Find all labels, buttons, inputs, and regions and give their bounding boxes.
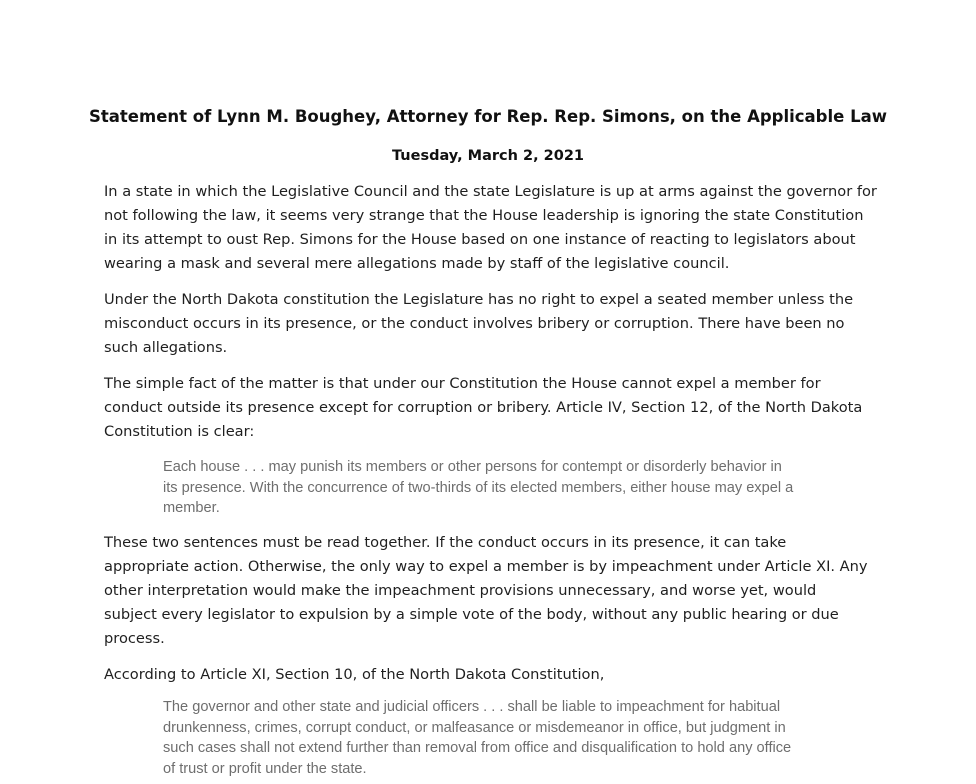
block-quote-article-iv <box>163 457 893 519</box>
paragraph-line: such allegations. <box>104 339 228 356</box>
paragraph-line: in its attempt to oust Rep. Simons for the House based on one instance of reacting to legislators about <box>104 231 856 248</box>
paragraph-4 <box>104 531 884 651</box>
paragraph-line: According to Article XI, Section 10, of the North Dakota Constitution, <box>104 666 605 683</box>
paragraph-line: misconduct occurs in its presence, or the conduct involves bribery or corruption. There have been no <box>104 315 845 332</box>
paragraph-line: appropriate action. Otherwise, the only way to expel a member is by impeachment under Article XI. Any <box>104 558 868 575</box>
paragraph-1 <box>104 180 884 276</box>
paragraph-line: Constitution is clear: <box>104 423 255 440</box>
paragraph-3 <box>104 372 884 444</box>
quote-line: member. <box>163 500 220 516</box>
quote-line: of trust or profit under the state. <box>163 760 367 777</box>
quote-line: such cases shall not extend further than removal from office and disqualification to hold any office <box>163 740 792 756</box>
quote-line: Each house . . . may punish its members or other persons for contempt or disorderly behavior in <box>163 459 782 475</box>
quote-line: The governor and other state and judicial officers . . . shall be liable to impeachment for habitual <box>163 699 781 715</box>
paragraph-line: Under the North Dakota constitution the Legislature has no right to expel a seated member unless the <box>104 291 854 308</box>
paragraph-line: The simple fact of the matter is that under our Constitution the House cannot expel a member for <box>104 375 821 392</box>
paragraph-2 <box>104 288 884 360</box>
document-title: Statement of Lynn M. Boughey, Attorney for Rep. Rep. Simons, on the Applicable Law <box>89 107 887 126</box>
paragraph-5 <box>104 663 884 687</box>
document-date: Tuesday, March 2, 2021 <box>391 148 585 164</box>
paragraph-line: These two sentences must be read together. If the conduct occurs in its presence, it can take <box>104 534 787 551</box>
paragraph-line: process. <box>104 630 165 647</box>
quote-line: drunkenness, crimes, corrupt conduct, or malfeasance or misdemeanor in office, but judgment in <box>163 719 786 736</box>
paragraph-line: conduct outside its presence except for corruption or bribery. Article IV, Section 12, of the North Dakota <box>104 399 863 416</box>
block-quote-article-xi <box>163 697 893 779</box>
quote-line: its presence. With the concurrence of two-thirds of its elected members, either house may expel a <box>163 479 794 496</box>
paragraph-line: other interpretation would make the impeachment provisions unnecessary, and worse yet, would <box>104 582 817 599</box>
paragraph-line: not following the law, it seems very strange that the House leadership is ignoring the state Constitution <box>104 207 864 224</box>
paragraph-line: subject every legislator to expulsion by a simple vote of the body, without any public hearing or due <box>104 606 839 623</box>
paragraph-line: wearing a mask and several mere allegations made by staff of the legislative council. <box>104 255 730 272</box>
paragraph-line: In a state in which the Legislative Council and the state Legislature is up at arms against the governor for <box>104 183 877 200</box>
